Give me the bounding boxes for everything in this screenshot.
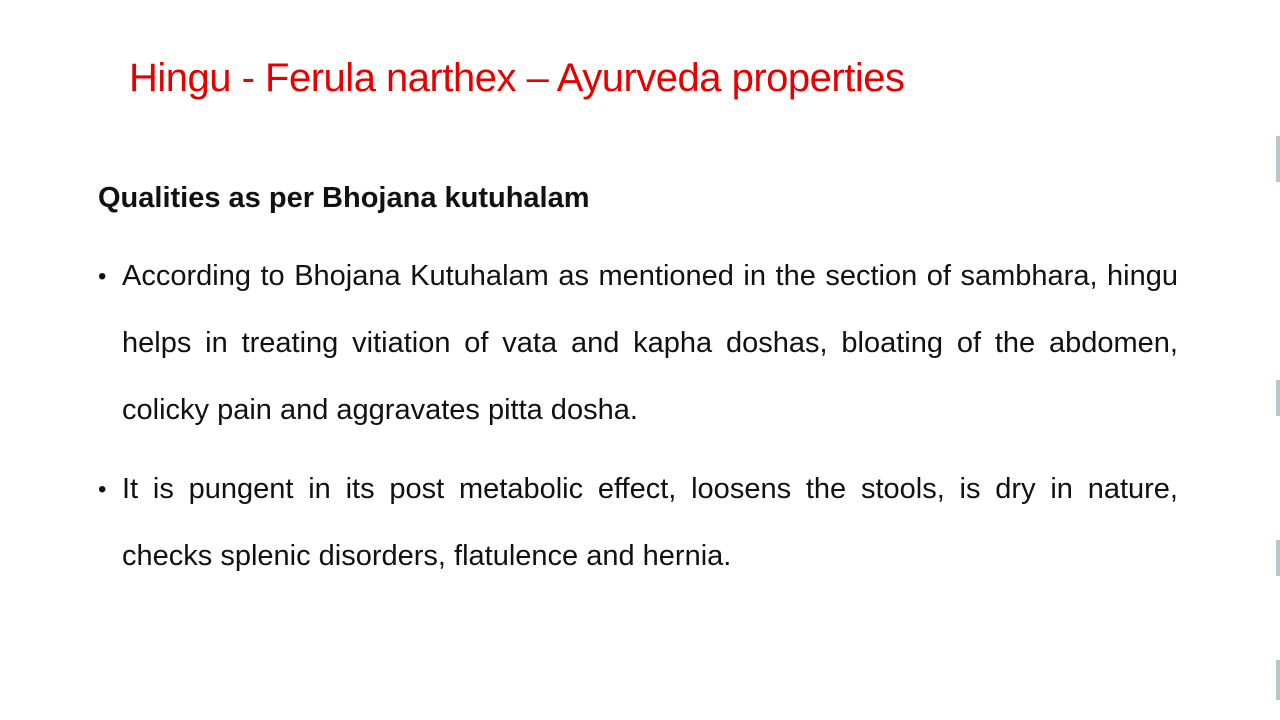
slide-title: Hingu - Ferula narthex – Ayurveda properties bbox=[129, 56, 905, 100]
edge-artifact bbox=[1276, 540, 1280, 576]
bullet-marker: • bbox=[98, 476, 107, 503]
edge-artifact bbox=[1276, 380, 1280, 416]
bullet-marker: • bbox=[98, 263, 107, 290]
edge-artifact bbox=[1276, 660, 1280, 700]
bullet-item bbox=[98, 456, 1178, 590]
bullet-item bbox=[98, 243, 1178, 444]
bullet-list bbox=[98, 243, 1178, 602]
section-subtitle: Qualities as per Bhojana kutuhalam bbox=[98, 182, 590, 214]
bullet-text: According to Bhojana Kutuhalam as mentioned in the section of sambhara, hingu helps in treating vitiation of vata and kapha doshas, bloating of the abdomen, colicky pain and aggravates pitta dosha. bbox=[122, 260, 1178, 426]
edge-artifact bbox=[1276, 136, 1280, 182]
bullet-text: It is pungent in its post metabolic effect, loosens the stools, is dry in nature, checks splenic disorders, flatulence and hernia. bbox=[122, 473, 1178, 572]
